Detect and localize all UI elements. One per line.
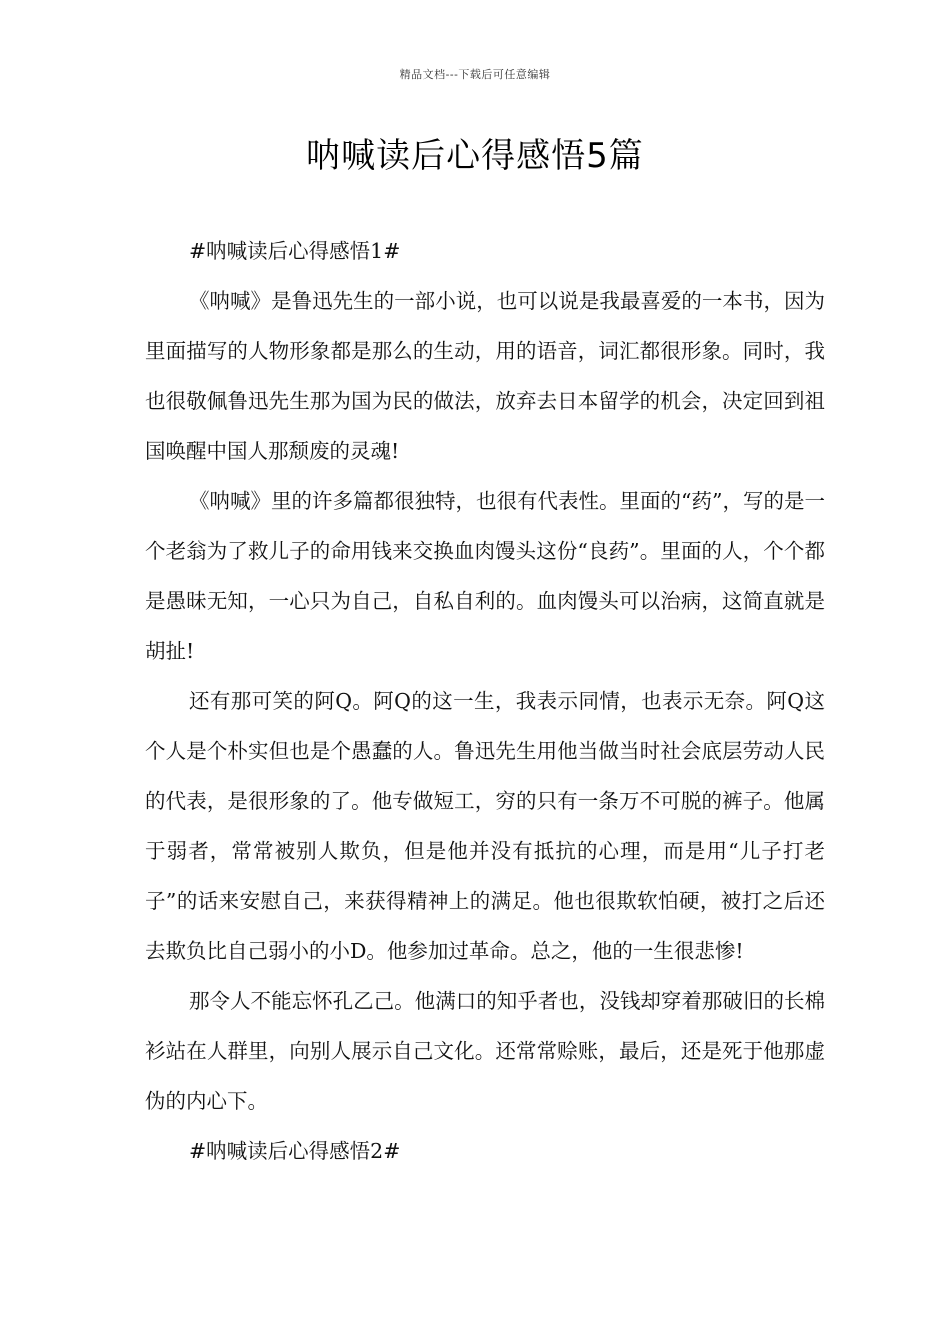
paragraph-1: 《呐喊》是鲁迅先生的一部小说，也可以说是我最喜爱的一本书，因为里面描写的人物形象都是那么的生动，用的语音，词汇都很形象。同时，我也很敬佩鲁迅先生那为国为民的做法，放弃去日本留学的机会，决定回到祖国唤醒中国人那颓废的灵魂!: [145, 289, 825, 463]
paragraph-2: 《呐喊》里的许多篇都很独特，也很有代表性。里面的“药”，写的是一个老翁为了救儿子的命用钱来交换血肉馒头这份“良药”。里面的人，个个都是愚昧无知，一心只为自己，自私自利的。血肉馒头可以治病，这简直就是胡扯!: [145, 489, 825, 663]
header-note: 精品文档---下载后可任意编辑: [399, 68, 551, 81]
page-title: 呐喊读后心得感悟5篇: [306, 136, 644, 176]
paragraph-4: 那令人不能忘怀孔乙己。他满口的知乎者也，没钱却穿着那破旧的长棉衫站在人群里，向别人展示自己文化。还常常赊账，最后，还是死于他那虚伪的内心下。: [145, 989, 825, 1113]
section-heading-1: #呐喊读后心得感悟1#: [189, 239, 401, 263]
paragraph-3: 还有那可笑的阿Q。阿Q的这一生，我表示同情，也表示无奈。阿Q这个人是个朴实但也是个愚蠢的人。鲁迅先生用他当做当时社会底层劳动人民的代表，是很形象的了。他专做短工，穷的只有一条万不可脱的裤子。他属于弱者，常常被别人欺负，但是他并没有抵抗的心理，而是用“儿子打老子”的话来安慰自己，来获得精神上的满足。他也很欺软怕硬，被打之后还去欺负比自己弱小的小D。他参加过革命。总之，他的一生很悲惨!: [145, 689, 825, 963]
section-heading-2: #呐喊读后心得感悟2#: [189, 1139, 401, 1163]
document-body: [145, 226, 825, 1176]
